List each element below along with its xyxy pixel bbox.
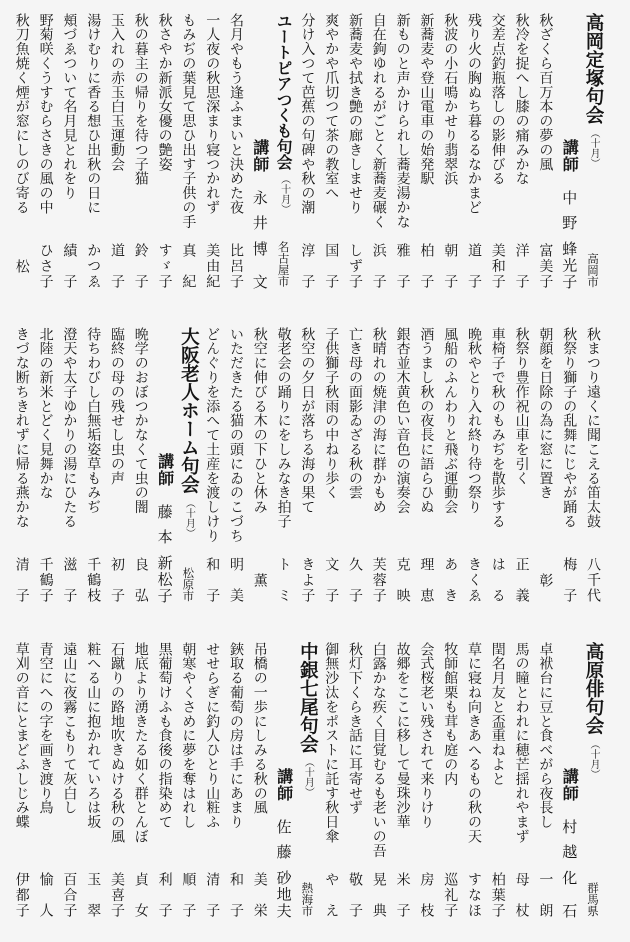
teacher-label: 講師 [560,139,580,173]
haiku-author: 百合子 [61,872,78,917]
haiku-author: 美喜子 [109,872,125,917]
haiku-author: 八千代 [585,557,601,602]
haiku-text: 石蹴りの路地吹きぬける秋の風 [109,642,125,844]
haiku-author: あき [442,557,459,602]
kukai-heading [295,642,319,934]
haiku-author: やえ [323,872,340,917]
haiku-author: 雅子 [394,243,411,288]
haiku-column [462,327,486,619]
haiku-text: 子供獅子秋雨の中ねり歩く [323,327,340,500]
haiku-author: 松 [13,258,30,273]
haiku-text: 遠山に夜霧こもりて灰白し [61,642,78,815]
haiku-text: 秋刀魚焼く煙が窓にしのび寄る [13,13,30,215]
haiku-author: きよ子 [299,557,316,602]
haiku-column [391,13,415,305]
haiku-column [224,13,248,305]
haiku-column [248,642,272,934]
haiku-column [343,642,367,934]
haiku-text: 卓袱台に豆と食べがら夜長し [537,642,554,830]
haiku-author: 正義 [513,557,530,602]
haiku-column [200,327,224,619]
haiku-author: 洋子 [513,243,530,288]
haiku-column [319,327,343,619]
haiku-column [414,642,438,934]
haiku-text: 秋さやか新派女優の艶姿 [156,13,173,172]
haiku-author: 鈴子 [132,243,149,288]
haiku-author: トミ [275,557,292,602]
kukai-heading [581,642,605,934]
haiku-text: 残り火の胸ぬち暮るるなかまど [466,13,482,215]
kukai-title-line [581,13,605,168]
haiku-text: 分け入つて芭蕉の句碑や秋の潮 [299,13,316,215]
haiku-text: 風船のふんわりと飛ぶ運動会 [442,327,459,515]
haiku-author: 道子 [109,243,125,288]
haiku-column [10,642,34,934]
haiku-column [176,13,200,305]
haiku-text: 秋祭り獅子の乱舞にじやが踊る [561,327,578,529]
haiku-author: 母杖 [513,872,530,917]
haiku-text: せせらぎに釣人ひとり山粧ふ [204,642,221,830]
teacher-family-name: 藤本 [155,504,174,554]
haiku-author: しず子 [347,243,363,288]
haiku-column [153,13,177,305]
haiku-column [367,13,391,305]
haiku-text: 朝顔を日除の為に窓に置き [537,327,554,500]
haiku-column [129,327,153,619]
haiku-column [129,642,153,934]
haiku-column [248,327,272,619]
haiku-text: どんぐりを添へて土産を渡しけり [204,327,221,543]
haiku-author: 一朗 [537,872,554,917]
haiku-column [533,327,557,619]
haiku-column [343,327,367,619]
haiku-text: 秋冷を捉へし膝の痛みかな [513,13,530,186]
haiku-text: 頬づゑついて名月見とれをり [61,13,78,201]
haiku-text: 自在鉤ゆれるがごとく新蕎麦碾く [370,13,387,229]
haiku-column [391,642,415,934]
haiku-author: 績子 [61,243,78,288]
haiku-text: 秋祭り豊作祝山車を引く [513,327,530,486]
haiku-column [319,642,343,934]
kukai-title: ユートピアつくも句会 [274,13,294,170]
haiku-author: 浜子 [370,243,387,288]
haiku-text: 故郷をここに移して曼珠沙華 [394,642,411,830]
teacher-family-name: 佐藤 [274,819,293,869]
kukai-title: 大阪老人ホーム句会 [178,327,200,494]
haiku-author: 清子 [13,557,30,602]
haiku-column [581,327,605,619]
haiku-column [272,327,296,619]
kukai-month: （十月） [588,738,599,779]
haiku-author: 敬子 [347,872,363,917]
haiku-column [105,13,129,305]
kukai-city: 高岡市 [586,252,600,287]
haiku-author: 柏子 [418,243,435,288]
haiku-column [510,327,534,619]
kukai-teacher [557,642,581,934]
tier-middle [0,327,630,627]
haiku-text: 会式桜老い残されて来りけり [418,642,435,830]
haiku-author: 柏葉子 [489,872,506,917]
tier-top [0,13,630,313]
haiku-author: 真紀 [180,243,197,288]
kukai-title: 高岡定塚句会 [583,13,604,124]
haiku-column [367,642,391,934]
haiku-column [10,327,34,619]
tier-bottom [0,642,630,942]
haiku-text: 鋏取る葡萄の房は手にあまり [228,642,244,830]
haiku-author: 巡礼子 [442,872,459,917]
haiku-text: 北陸の新米とどく見舞かな [37,327,54,500]
haiku-author: 薫 [251,572,268,587]
kukai-city: 群馬県 [586,881,600,916]
haiku-author: 貞女 [132,872,149,917]
haiku-text: 新蕎麦や登山電車の始発駅 [418,13,435,186]
haiku-text: 秋の暮主の帰りを待つ子猫 [132,13,149,186]
haiku-text: 秋ざくら百万本の夢の風 [537,13,554,172]
haiku-column [438,642,462,934]
haiku-column [57,13,81,305]
haiku-column [153,642,177,934]
haiku-text: 粧へる山に抱かれていろは坂 [85,642,102,830]
haiku-text: 車椅子で秋のもみぢを散歩する [489,327,506,529]
haiku-column [367,327,391,619]
haiku-text: 御無沙汰をポストに託す秋日傘 [323,642,340,844]
kukai-city: 名古屋市 [276,241,291,287]
kukai-month: （十月） [302,757,314,797]
haiku-author: 彰 [537,572,554,587]
haiku-text: 爽やかや爪切つて茶の教室へ [323,13,340,201]
haiku-author: かつゑ [85,243,102,288]
haiku-author: 愉人 [37,872,54,917]
haiku-text: 朝寒やくさめに夢を奪はれし [180,642,197,830]
kukai-heading [176,327,200,619]
haiku-text: 新蕎麦や拭き艶の廊きしませり [347,13,363,215]
teacher-family-name: 村越 [560,819,579,869]
teacher-label: 講師 [560,768,580,802]
kukai-month: （十月） [278,174,290,214]
haiku-column [200,642,224,934]
haiku-column [105,327,129,619]
haiku-author: 清子 [204,872,221,917]
haiku-column [224,327,248,619]
haiku-author: はる [489,557,506,602]
haiku-author: 千鶴枝 [85,557,102,602]
haiku-author: 淳子 [299,243,316,288]
kukai-month: （十月） [588,128,599,168]
kukai-title: 高原俳句会 [583,642,604,735]
haiku-author: 理恵 [418,557,435,602]
haiku-column [486,642,510,934]
haiku-author: 富美子 [537,243,554,288]
haiku-column [57,642,81,934]
haiku-text: 馬の瞳とわれに穂芒揺れやまず [513,642,530,844]
haiku-text: 草に寝ね向きあへるもの秋の天 [466,642,482,844]
haiku-author: 伊都子 [13,872,30,917]
kukai-title-line [581,642,605,779]
teacher-given-name: 化石 [560,870,579,918]
haiku-text: 湯けむりに香る想ひ出秋の日に [85,13,102,215]
haiku-author: 梅子 [561,557,578,602]
haiku-text: 秋晴れの焼津の海に群かもめ [370,327,387,515]
kukai-title-line [272,13,296,214]
haiku-text: 閏名月友と盃重ねよと [489,642,506,786]
haiku-column [510,642,534,934]
haiku-text: 新ものと声かけられし蕎麦湯かな [394,13,411,229]
haiku-column [462,642,486,934]
haiku-author: きくゑ [466,557,482,602]
kukai-heading [581,13,605,305]
haiku-author: 比呂子 [228,243,244,288]
haiku-author: すゞ子 [156,243,173,288]
haiku-column [557,327,581,619]
haiku-text: 一人夜の秋思深まり寝つかれず [204,13,221,215]
haiku-text: 酒うまし秋の夜長に語らひぬ [418,327,435,515]
teacher-label: 講師 [155,453,175,487]
haiku-column [343,13,367,305]
haiku-text: もみぢの葉見て思ひ出す子供の手 [180,13,197,229]
teacher-given-name: 蜂光子 [560,241,579,289]
haiku-author: 道子 [466,243,482,288]
haiku-author: 和子 [228,872,244,917]
haiku-column [486,327,510,619]
haiku-text: 晩秋やとり入れ終り待つ祭り [466,327,482,515]
haiku-text: 草刈の音にとまどふしじみ蝶 [13,642,30,830]
haiku-text: 交差点釣瓶落しの影伸びる [489,13,506,186]
haiku-column [533,13,557,305]
haiku-text: 秋波の小石鳴かせり翡翠浜 [442,13,459,186]
haiku-author: 利子 [156,872,173,917]
haiku-column [295,327,319,619]
kukai-teacher [557,13,581,305]
haiku-author: ひさ子 [37,243,54,288]
haiku-author: 克映 [394,557,411,602]
haiku-text: 吊橋の一歩にしみる秋の風 [251,642,268,815]
haiku-author: 良弘 [132,557,149,602]
haiku-column [176,642,200,934]
haiku-text: きづな断ちきれずに帰る燕かな [13,327,30,529]
haiku-author: 美栄 [251,872,268,917]
teacher-label: 講師 [250,139,270,173]
haiku-text: 黒葡萄けふも食後の指染めて [156,642,173,830]
haiku-author: 文子 [323,557,340,602]
haiku-column [200,13,224,305]
haiku-text: 白露かな疾く目覚むるも老いの吾 [370,642,387,858]
haiku-column [81,642,105,934]
haiku-text: 秋灯下くらき話に耳寄せず [347,642,363,815]
kukai-title: 中銀七尾句会 [297,642,319,753]
haiku-text: 牧師館栗も茸も庭の内 [442,642,459,786]
haiku-text: 秋まつり遠くに聞こえる笛太鼓 [585,327,601,529]
kukai-teacher [153,327,177,619]
haiku-text: 秋空の夕日が落ちる海の果て [299,327,316,515]
haiku-column [533,642,557,934]
haiku-column [414,327,438,619]
kukai-heading [272,13,296,305]
haiku-text: 秋空に伸びる木の下ひと休み [251,327,268,515]
teacher-given-name: 博文 [250,241,269,289]
haiku-column [81,327,105,619]
kukai-title-line [295,642,319,797]
haiku-text: いただきたる猫の頭にゐのこづち [228,327,244,543]
haiku-author: 国子 [323,243,340,288]
haiku-author: 明美 [228,557,244,602]
haiku-text: 敬老会の踊りにをしみなき拍子 [275,327,292,529]
haiku-text: 地底より湧きたる如く群とんぼ [132,642,149,844]
haiku-text: 銀杏並木黄色い音色の演奏会 [394,327,411,515]
haiku-column [510,13,534,305]
haiku-column [438,13,462,305]
haiku-author: すなほ [466,872,482,917]
haiku-author: 順子 [180,872,197,917]
haiku-author: 米子 [394,872,411,917]
haiku-column [105,642,129,934]
haiku-text: 野菊咲くうすむらさきの風の中 [37,13,54,215]
haiku-column [57,327,81,619]
haiku-column [486,13,510,305]
haiku-column [295,13,319,305]
teacher-family-name: 中野 [560,190,579,240]
haiku-column [81,13,105,305]
kukai-title-line [176,327,200,538]
haiku-column [129,13,153,305]
haiku-column [34,13,58,305]
haiku-column [34,642,58,934]
haiku-author: 千鶴子 [37,557,54,602]
haiku-text: 玉入れの赤玉白玉運動会 [109,13,125,172]
haiku-author: 和子 [204,557,221,602]
kukai-teacher [272,642,296,934]
haiku-text: 待ちわびし白無垢姿草もみぢ [85,327,102,515]
haiku-author: 芙蓉子 [370,557,387,602]
haiku-author: 美和子 [489,243,506,288]
haiku-author: 久子 [347,557,363,602]
haiku-author: 玉翠 [85,872,102,917]
haiku-author: 滋子 [61,557,78,602]
teacher-given-name: 砂地夫 [274,870,293,918]
kukai-city: 松原市 [181,566,196,601]
haiku-text: 晩学のおぼつかなくて虫の闇 [132,327,149,515]
kukai-month: （十月） [183,497,195,538]
kukai-city: 熱海市 [300,881,315,916]
teacher-label: 講師 [274,768,294,802]
haiku-column [224,642,248,934]
haiku-author: 朝子 [442,243,459,288]
kukai-teacher [248,13,272,305]
teacher-family-name: 永井 [250,190,269,240]
haiku-column [414,13,438,305]
haiku-author: 房枝 [418,872,435,917]
haiku-author: 美由紀 [204,243,221,288]
haiku-author: 晃典 [370,872,387,917]
haiku-text: 臨終の母の残せし虫の声 [109,327,125,486]
haiku-text: 名月やもう逢ふまいと決めた夜 [228,13,244,215]
haiku-text: 澄天や太子ゆかりの湯にひたる [61,327,78,529]
haiku-column [391,327,415,619]
haiku-column [438,327,462,619]
haiku-column [462,13,486,305]
haiku-column [10,13,34,305]
haiku-text: 亡き母の面影ゐざる秋の雲 [347,327,363,500]
haiku-column [319,13,343,305]
haiku-text: 青空にへの字を画き渡り鳥 [37,642,54,815]
haiku-author: 初子 [109,557,125,602]
teacher-given-name: 新松子 [155,555,174,603]
haiku-column [34,327,58,619]
